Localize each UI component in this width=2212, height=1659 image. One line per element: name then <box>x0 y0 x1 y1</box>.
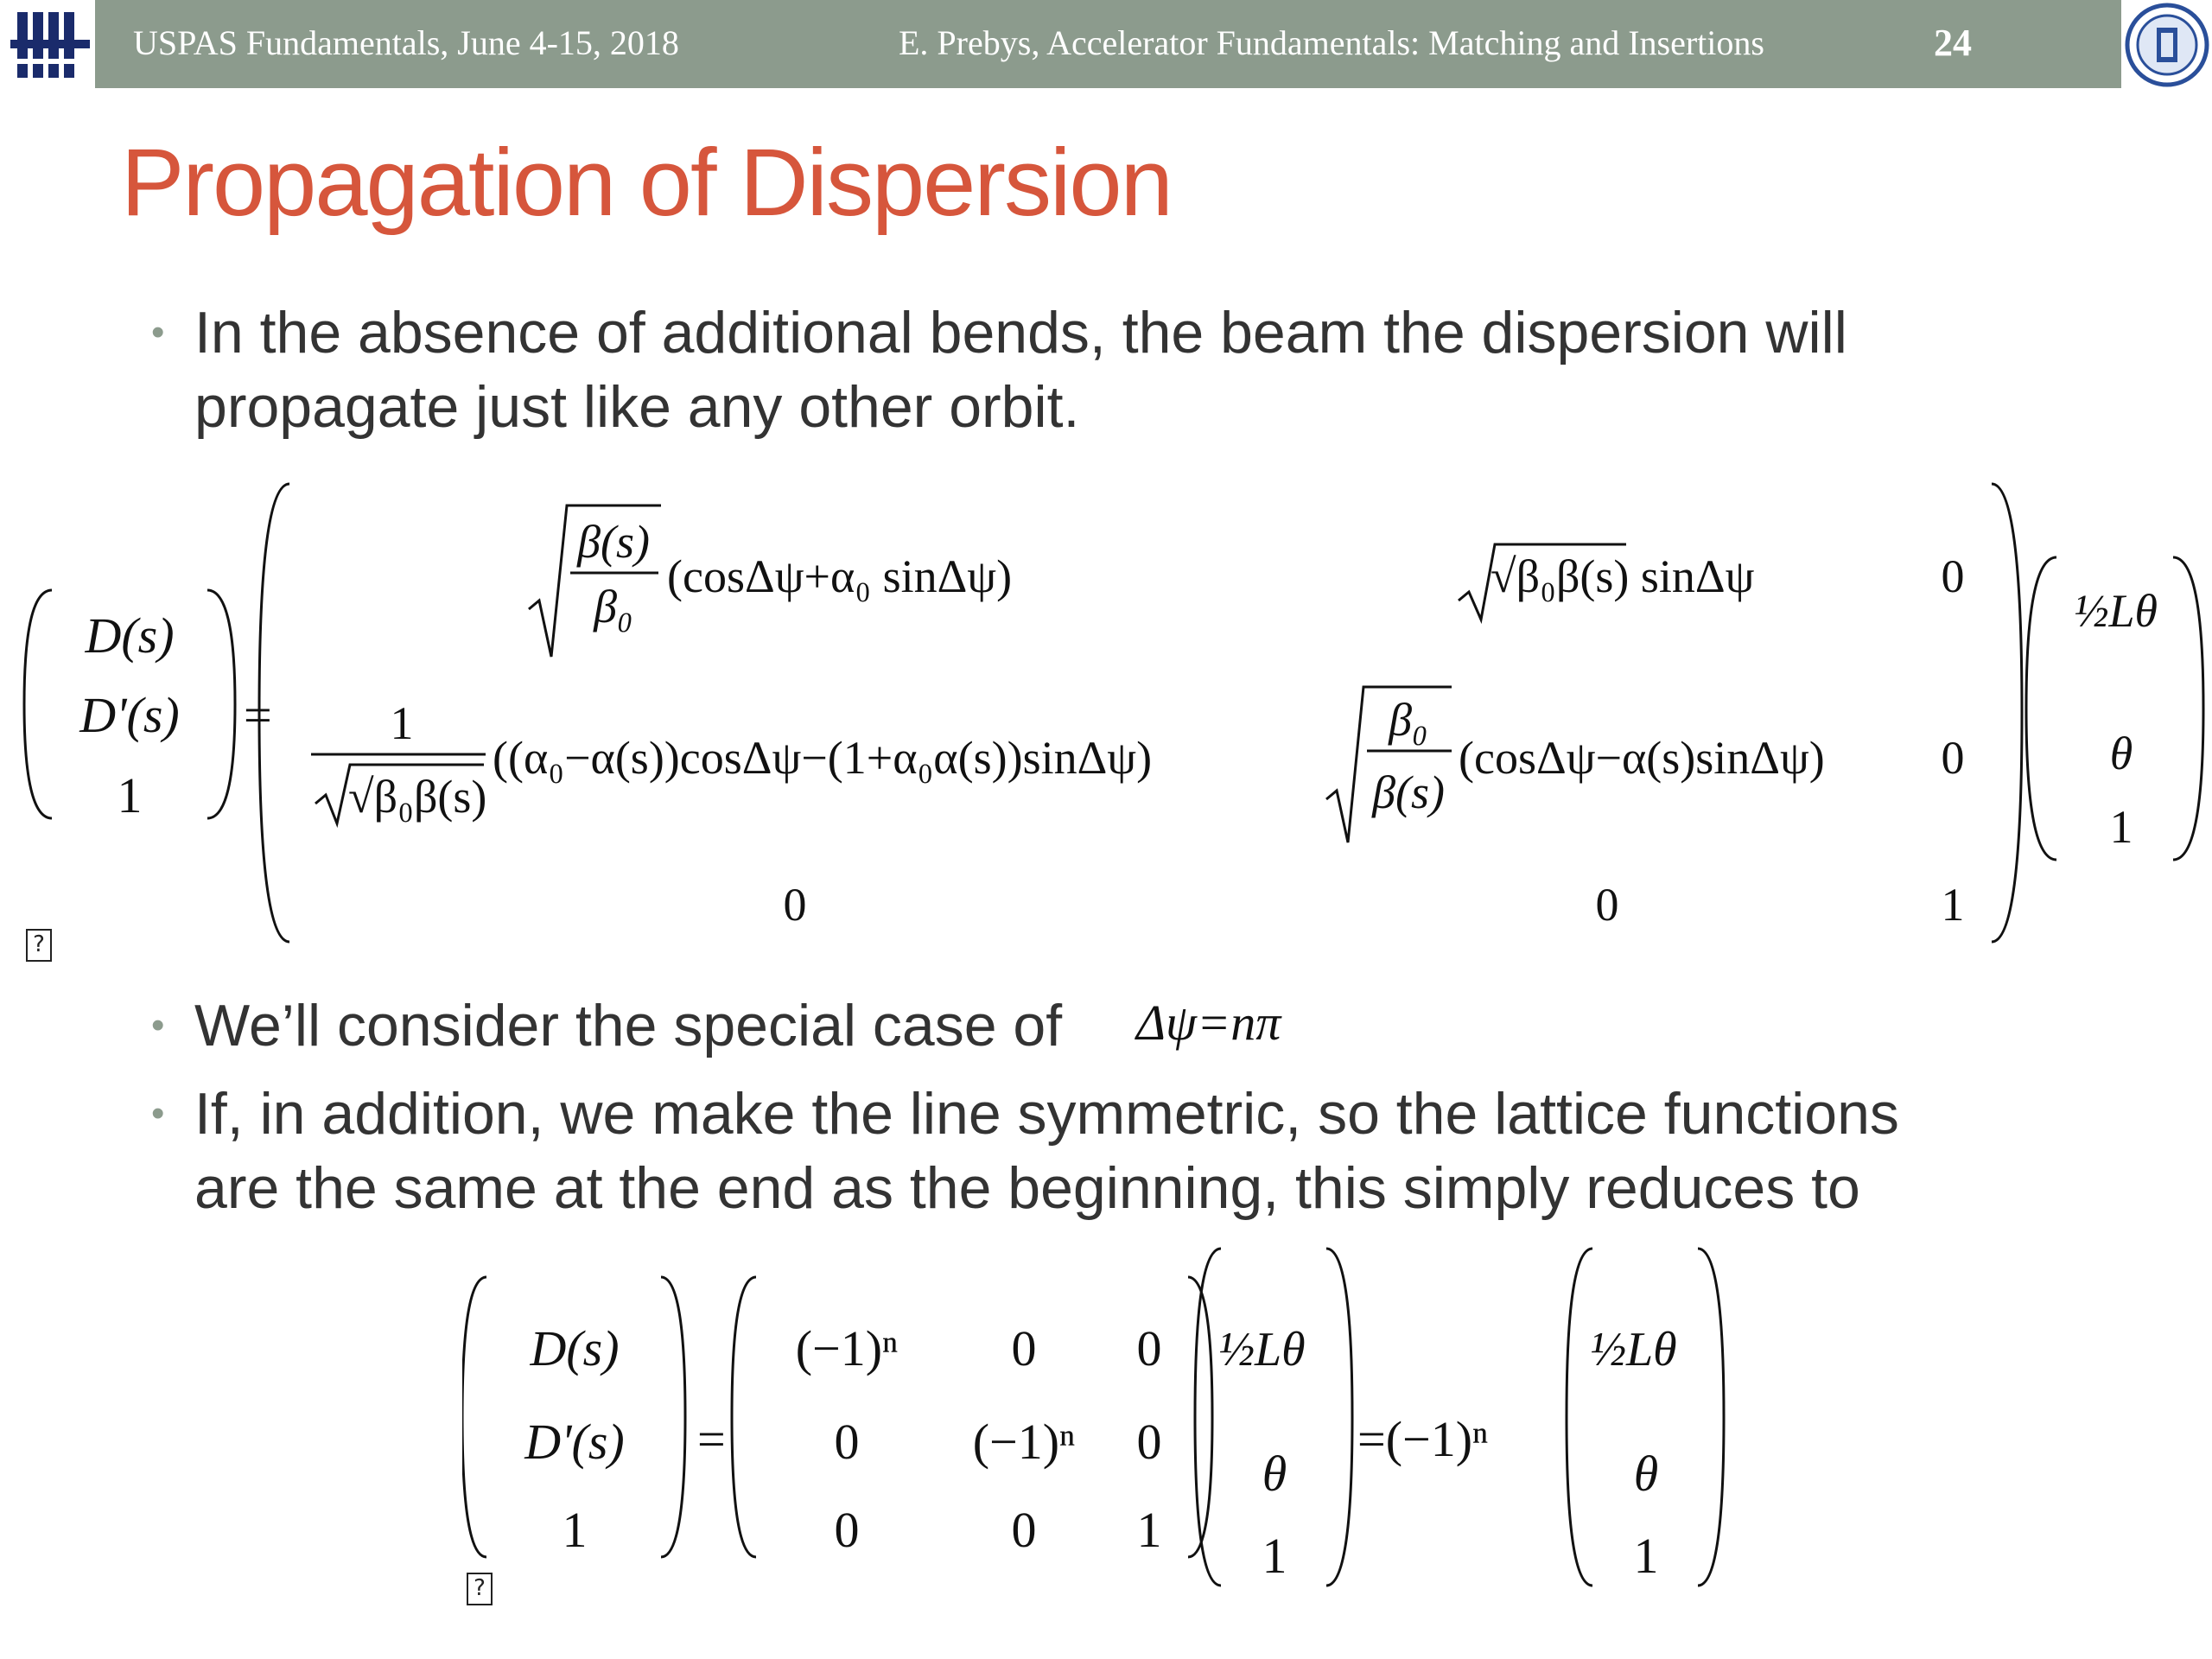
matrix-entry: 0 <box>1136 1414 1162 1470</box>
matrix-entry: 0 <box>1011 1502 1037 1558</box>
bullet-dot-icon: • <box>151 311 165 353</box>
lhs-entry: D(s) <box>530 1320 620 1376</box>
bullet-line: If, in addition, we make the line symmetric, so the lattice functions <box>194 1081 1899 1147</box>
university-seal-icon <box>2124 2 2210 88</box>
matrix-entry: 1 <box>1941 879 1965 931</box>
vector-entry: θ <box>1262 1446 1287 1502</box>
vector-entry: θ <box>2109 728 2133 779</box>
lhs-entry: D(s) <box>85 607 175 664</box>
left-paren-icon <box>462 1277 486 1557</box>
header-lecture: E. Prebys, Accelerator Fundamentals: Matching and Insertions <box>899 23 1764 62</box>
header-course: USPAS Fundamentals, June 4-15, 2018 <box>133 23 679 62</box>
lhs-entry: 1 <box>562 1502 588 1558</box>
left-paren-icon <box>2026 557 2056 860</box>
matrix-entry: 0 <box>1941 550 1965 602</box>
vector-entry: 1 <box>1262 1528 1287 1584</box>
sign-factor: =(−1)ⁿ <box>1357 1411 1489 1467</box>
page-number: 24 <box>1934 22 1972 64</box>
matrix-entry: (cosΔψ−α(s)sinΔψ) <box>1459 732 1825 784</box>
right-paren-icon <box>1188 1277 1212 1557</box>
matrix-entry: (−1)ⁿ <box>972 1414 1076 1470</box>
bullet-line: are the same at the end as the beginning, this simply reduces to <box>194 1155 1860 1221</box>
matrix-entry: 0 <box>1595 879 1619 931</box>
left-paren-icon <box>1195 1249 1221 1586</box>
matrix-fraction-num: β₀ <box>1389 694 1428 746</box>
missing-image-icon: ? <box>467 1573 493 1605</box>
matrix-fraction-num: β(s) <box>577 516 650 568</box>
right-paren-icon <box>207 590 235 818</box>
matrix-fraction-den: β₀ <box>594 581 633 632</box>
bullet-line: In the absence of additional bends, the beam the dispersion will <box>194 300 1847 365</box>
matrix-entry: 1 <box>1136 1502 1162 1558</box>
matrix-entry: 0 <box>1941 732 1965 784</box>
lhs-entry: D'(s) <box>524 1414 625 1470</box>
bullet-dot-icon: • <box>151 1092 165 1135</box>
matrix-entry: (cosΔψ+α₀ sinΔψ) <box>667 550 1013 602</box>
vector-entry: θ <box>1633 1446 1659 1502</box>
right-paren-icon <box>661 1277 685 1557</box>
vector-entry: ½Lθ <box>1590 1323 1677 1376</box>
vector-entry: 1 <box>1633 1528 1659 1584</box>
matrix-entry: 0 <box>1136 1320 1162 1376</box>
symmetric-dispersion-equation <box>462 1244 1793 1599</box>
bullet-dot-icon: • <box>151 1004 165 1046</box>
right-paren-icon <box>2173 557 2203 860</box>
right-paren-icon <box>1992 484 2022 942</box>
bullet-text <box>194 988 1062 1063</box>
vector-entry: 1 <box>2109 801 2133 853</box>
right-paren-icon <box>1698 1249 1724 1586</box>
bullet-text <box>194 296 1847 444</box>
inline-math: Δψ=nπ <box>1136 995 1281 1051</box>
bullet-line: We’ll consider the special case of <box>194 993 1063 1058</box>
matrix-fraction-num: 1 <box>390 697 414 749</box>
left-paren-icon <box>732 1277 756 1557</box>
matrix-entry: 0 <box>834 1502 860 1558</box>
equals-sign: = <box>697 1411 726 1467</box>
page-title: Propagation of Dispersion <box>121 130 1172 236</box>
matrix-entry: 0 <box>834 1414 860 1470</box>
bullet-line: propagate just like any other orbit. <box>194 374 1080 440</box>
vector-entry: ½Lθ <box>1218 1323 1306 1376</box>
uspas-logo-icon <box>10 5 90 85</box>
matrix-entry: 0 <box>783 879 807 931</box>
lhs-entry: 1 <box>117 767 143 823</box>
right-paren-icon <box>1326 1249 1352 1586</box>
left-paren-icon <box>24 590 52 818</box>
missing-image-icon: ? <box>26 929 52 962</box>
bullet-text <box>194 1077 1899 1225</box>
matrix-fraction-den: β(s) <box>1372 766 1445 818</box>
matrix-entry: (−1)ⁿ <box>795 1320 899 1376</box>
equals-sign: = <box>244 687 272 743</box>
left-paren-icon <box>1567 1249 1592 1586</box>
matrix-entry: ((α₀−α(s))cosΔψ−(1+α₀α(s))sinΔψ) <box>493 732 1153 784</box>
header-bar <box>95 0 2121 88</box>
matrix-fraction-den: √β₀β(s) <box>348 771 487 823</box>
dispersion-propagation-equation <box>17 480 2212 946</box>
vector-entry: ½Lθ <box>2074 585 2158 637</box>
matrix-entry: √β₀β(s) sinΔψ <box>1491 550 1755 602</box>
lhs-entry: D'(s) <box>79 687 180 743</box>
matrix-entry: 0 <box>1011 1320 1037 1376</box>
